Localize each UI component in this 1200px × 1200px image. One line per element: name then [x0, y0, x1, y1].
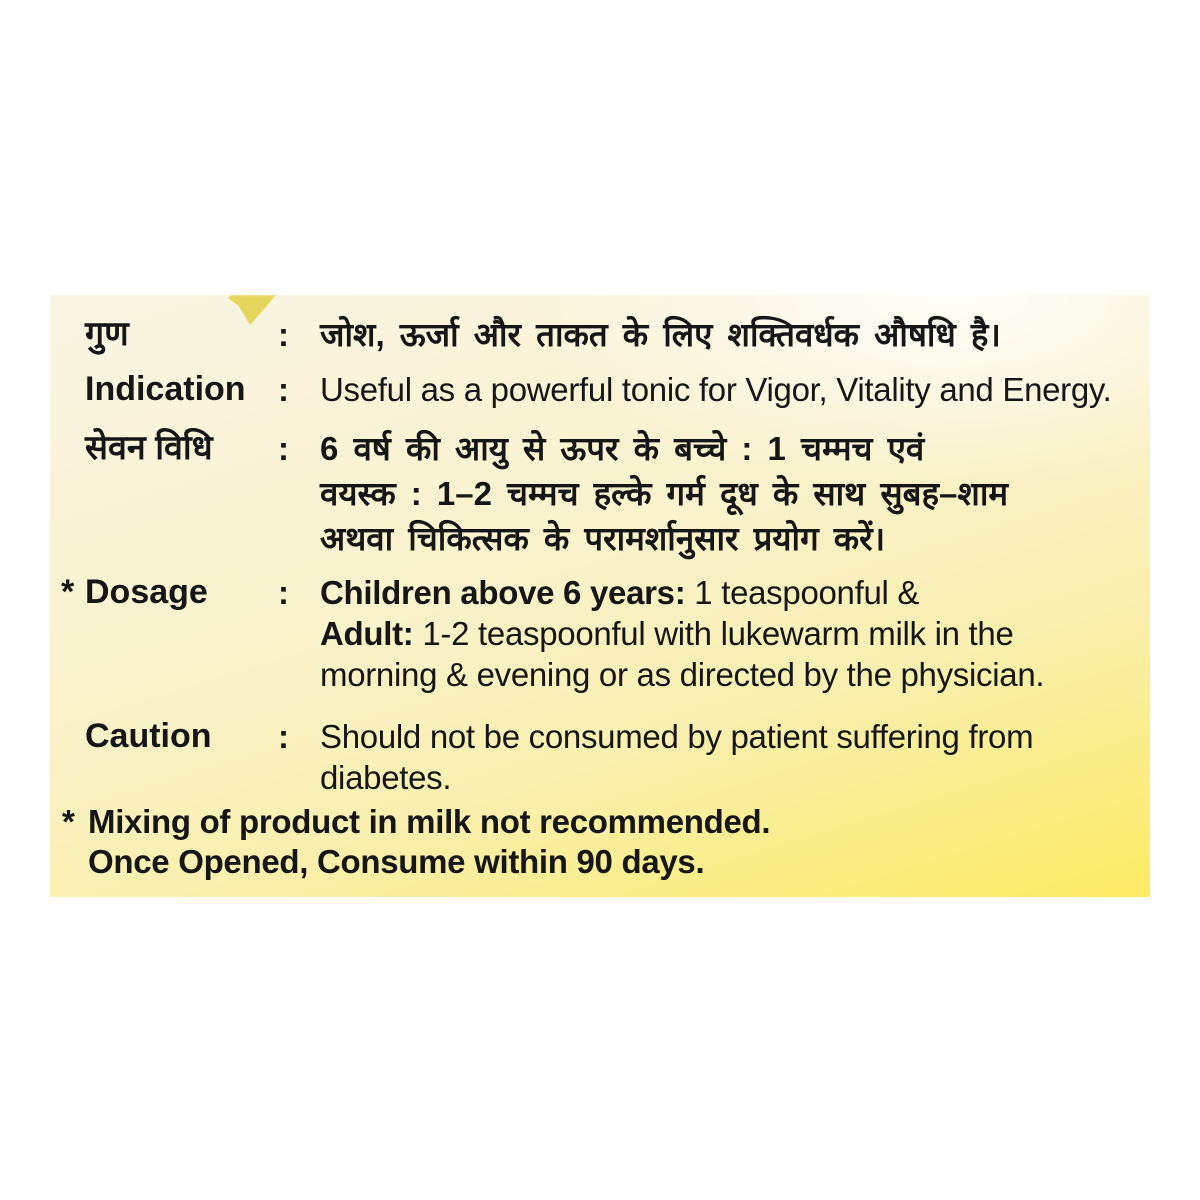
footnotes — [50, 802, 1150, 882]
value-segment: Children above 6 years: — [320, 574, 686, 611]
value-segment: 1 teaspoonful & — [685, 574, 920, 611]
footnote-text: Once Opened, Consume within 90 days. — [88, 843, 705, 880]
value-segment: 6 वर्ष की आयु से ऊपर के बच्चे : 1 चम्मच एवं — [320, 430, 925, 467]
value-line — [320, 516, 1136, 561]
value-segment: Useful as a powerful tonic for Vigor, Vitality and Energy. — [320, 371, 1112, 408]
value-line — [320, 369, 1136, 410]
value-line — [320, 572, 1136, 613]
value-segment: Adult: — [320, 615, 414, 652]
value-line — [320, 757, 1136, 798]
value-segment: diabetes. — [320, 759, 452, 796]
row-label-text: Indication — [85, 370, 246, 408]
footnote-line — [62, 802, 1150, 842]
value-segment: morning & evening or as directed by the physician. — [320, 656, 1045, 693]
row-label-text: Dosage — [85, 573, 208, 611]
info-row-caution — [85, 716, 1136, 798]
value-segment: जोश, ऊर्जा और ताकत के लिए शक्तिवर्धक औषधि है। — [320, 316, 1001, 353]
row-label-caution — [85, 716, 278, 757]
value-line — [320, 312, 1136, 357]
asterisk-mark: * — [61, 573, 75, 611]
value-line — [320, 716, 1136, 757]
usage-info-panel — [50, 295, 1150, 897]
value-segment: वयस्क : 1–2 चम्मच हल्के गर्म दूध के साथ सुबह–शाम — [320, 475, 1009, 512]
info-row-sevan-vidhi — [85, 426, 1136, 561]
value-segment: 1-2 teaspoonful with lukewarm milk in the — [413, 615, 1014, 652]
row-label-text: गुण — [85, 315, 129, 353]
footnote-line — [88, 842, 1150, 882]
row-label-sevan-vidhi — [85, 426, 278, 471]
value-segment: अथवा चिकित्सक के परामर्शानुसार प्रयोग करें। — [320, 520, 886, 557]
row-colon: : — [278, 574, 289, 611]
row-value-gun — [320, 312, 1136, 357]
row-value-indication — [320, 369, 1136, 410]
info-row-indication — [85, 369, 1136, 410]
asterisk-mark: * — [62, 803, 75, 840]
row-value-sevan-vidhi — [320, 426, 1136, 561]
info-rows — [50, 295, 1150, 798]
row-label-indication — [85, 369, 278, 410]
row-label-dosage — [61, 572, 278, 613]
info-row-dosage — [61, 572, 1136, 695]
row-colon: : — [278, 718, 289, 755]
row-value-caution — [320, 716, 1136, 798]
value-line — [320, 471, 1136, 516]
row-colon: : — [278, 316, 289, 353]
row-value-dosage — [320, 572, 1136, 695]
info-row-gun — [85, 312, 1136, 357]
value-segment: Should not be consumed by patient suffering from — [320, 718, 1034, 755]
value-line — [320, 426, 1136, 471]
footnote-text: Mixing of product in milk not recommended. — [88, 803, 771, 840]
row-colon: : — [278, 371, 289, 408]
row-colon: : — [278, 430, 289, 467]
value-line — [320, 613, 1136, 654]
row-label-gun — [85, 312, 278, 357]
value-line — [320, 654, 1136, 695]
row-label-text: सेवन विधि — [85, 429, 213, 467]
row-label-text: Caution — [85, 717, 212, 755]
